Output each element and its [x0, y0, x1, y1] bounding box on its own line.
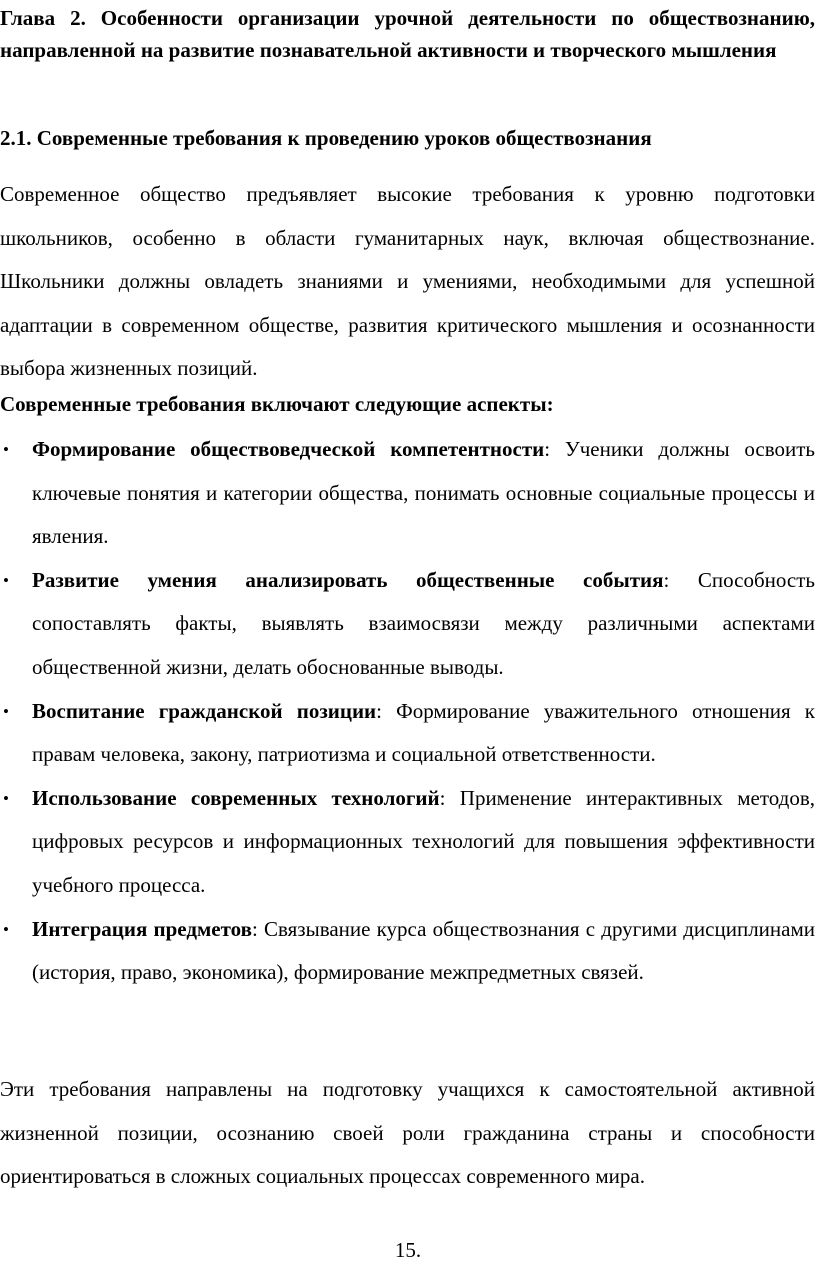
aspects-heading: Современные требования включают следующие аспекты:	[0, 392, 554, 416]
list-item	[0, 777, 815, 908]
aspect-term: Развитие умения анализировать общественные события	[32, 567, 664, 592]
list-item	[0, 908, 815, 995]
aspect-description: : Ученики должны освоить ключевые понятия и категории общества, понимать основные социальные процессы и явления.	[32, 437, 815, 549]
aspect-term: Формирование обществоведческой компетентности	[32, 437, 545, 461]
closing-paragraph: Эти требования направлены на подготовку учащихся к самостоятельной активной жизненной позиции, осознанию своей роли гражданина страны и способности ориентироваться в сложных социальных процессах современного мира.	[0, 1077, 815, 1189]
aspect-description: : Способность сопоставлять факты, выявлять взаимосвязи между различными аспектами общественной жизни, делать обоснованные выводы.	[32, 567, 815, 679]
page-number: 15.	[394, 1238, 422, 1262]
bullet-icon: •	[3, 788, 9, 808]
list-item	[0, 690, 815, 777]
aspect-description: : Связывание курса обществознания с другими дисциплинами (история, право, экономика), формирование межпредметных связей.	[32, 916, 816, 985]
intro-paragraph: Современное общество предъявляет высокие требования к уровню подготовки школьников, особенно в области гуманитарных наук, включая обществознание. Школьники должны овладеть знаниями и умениями, необходимыми для успешной адаптации в современном обществе, развития критического мышления и осознанности выбора жизненных позиций.	[0, 182, 815, 381]
aspect-description: : Применение интерактивных методов, цифровых ресурсов и информационных технологий для повышения эффективности учебного процесса.	[32, 785, 815, 897]
bullet-icon: •	[3, 570, 9, 590]
aspects-list	[0, 428, 815, 995]
bullet-icon: •	[3, 701, 9, 721]
bullet-icon: •	[3, 440, 9, 459]
list-item	[0, 559, 815, 690]
bullet-icon: •	[3, 919, 9, 939]
section-title: 2.1. Современные требования к проведению уроков обществознания	[0, 126, 652, 150]
chapter-title: Глава 2. Особенности организации урочной деятельности по обществознанию, направленной на развитие познавательной активности и творческого мышления	[0, 6, 815, 62]
list-item	[0, 428, 815, 559]
aspect-description: : Формирование уважительного отношения к правам человека, закону, патриотизма и социальной ответственности.	[32, 698, 816, 767]
aspect-term: Воспитание гражданской позиции	[32, 698, 377, 723]
aspect-term: Интеграция предметов	[32, 916, 252, 941]
aspect-term: Использование современных технологий	[32, 785, 440, 810]
